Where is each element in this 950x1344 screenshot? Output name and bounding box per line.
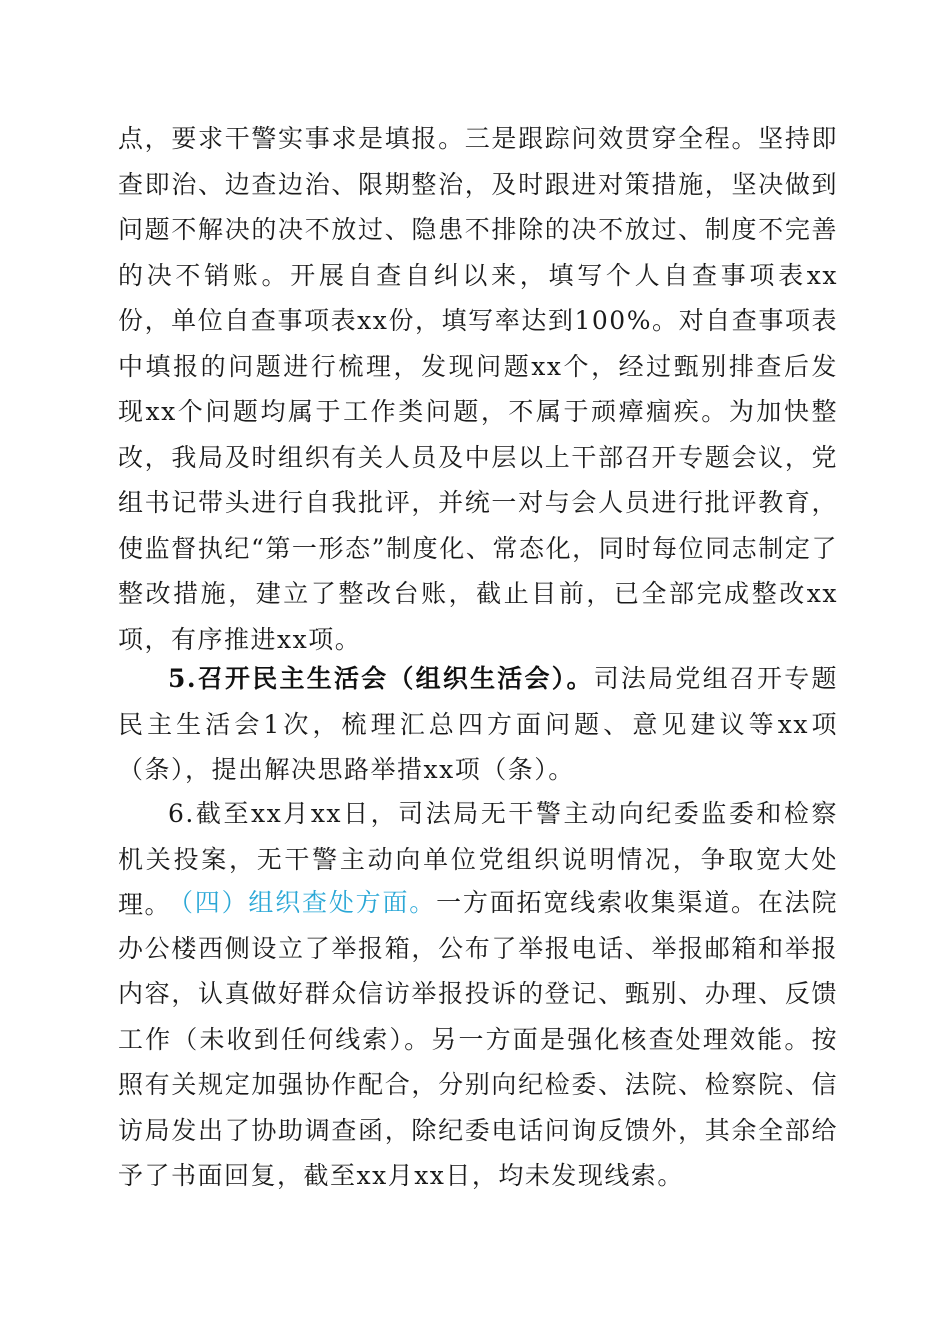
section-4-heading: （四）组织查处方面。: [168, 888, 437, 917]
item-6-text: 6.截至xx月xx日，司法局无干警主动向纪委监委和检察机关投案，无干警主动向单位党组织说明情况，争取宽大处理。: [118, 799, 838, 919]
section-4-paragraph: [118, 880, 838, 1199]
item-5-paragraph: [118, 656, 838, 793]
item-5-heading: 5.召开民主生活会（组织生活会）。: [168, 664, 594, 693]
item-5-body: 司法局党组召开专题民主生活会1次，梳理汇总四方面问题、意见建议等xx项（条），提出解决思路举措xx项（条）。: [118, 664, 838, 784]
paragraph-continued: [118, 116, 838, 662]
paragraph-continued-text: 点，要求干警实事求是填报。三是跟踪问效贯穿全程。坚持即查即治、边查边治、限期整治，及时跟进对策措施，坚决做到问题不解决的决不放过、隐患不排除的决不放过、制度不完善的决不销账。开展自查自纠以来，填写个人自查事项表xx份，单位自查事项表xx份，填写率达到100%。对自查事项表中填报的问题进行梳理，发现问题xx个，经过甄别排查后发现xx个问题均属于工作类问题，不属于顽瘴痼疾。为加快整改，我局及时组织有关人员及中层以上干部召开专题会议，党组书记带头进行自我批评，并统一对与会人员进行批评教育，使监督执纪“第一形态”制度化、常态化，同时每位同志制定了整改措施，建立了整改台账，截止目前，已全部完成整改xx项，有序推进xx项。: [118, 124, 838, 654]
section-4-body: 一方面拓宽线索收集渠道。在法院办公楼西侧设立了举报箱，公布了举报电话、举报邮箱和举报内容，认真做好群众信访举报投诉的登记、甄别、办理、反馈工作（未收到任何线索）。另一方面是强化核查处理效能。按照有关规定加强协作配合，分别向纪检委、法院、检察院、信访局发出了协助调查函，除纪委电话问询反馈外，其余全部给予了书面回复，截至xx月xx日，均未发现线索。: [118, 888, 838, 1190]
